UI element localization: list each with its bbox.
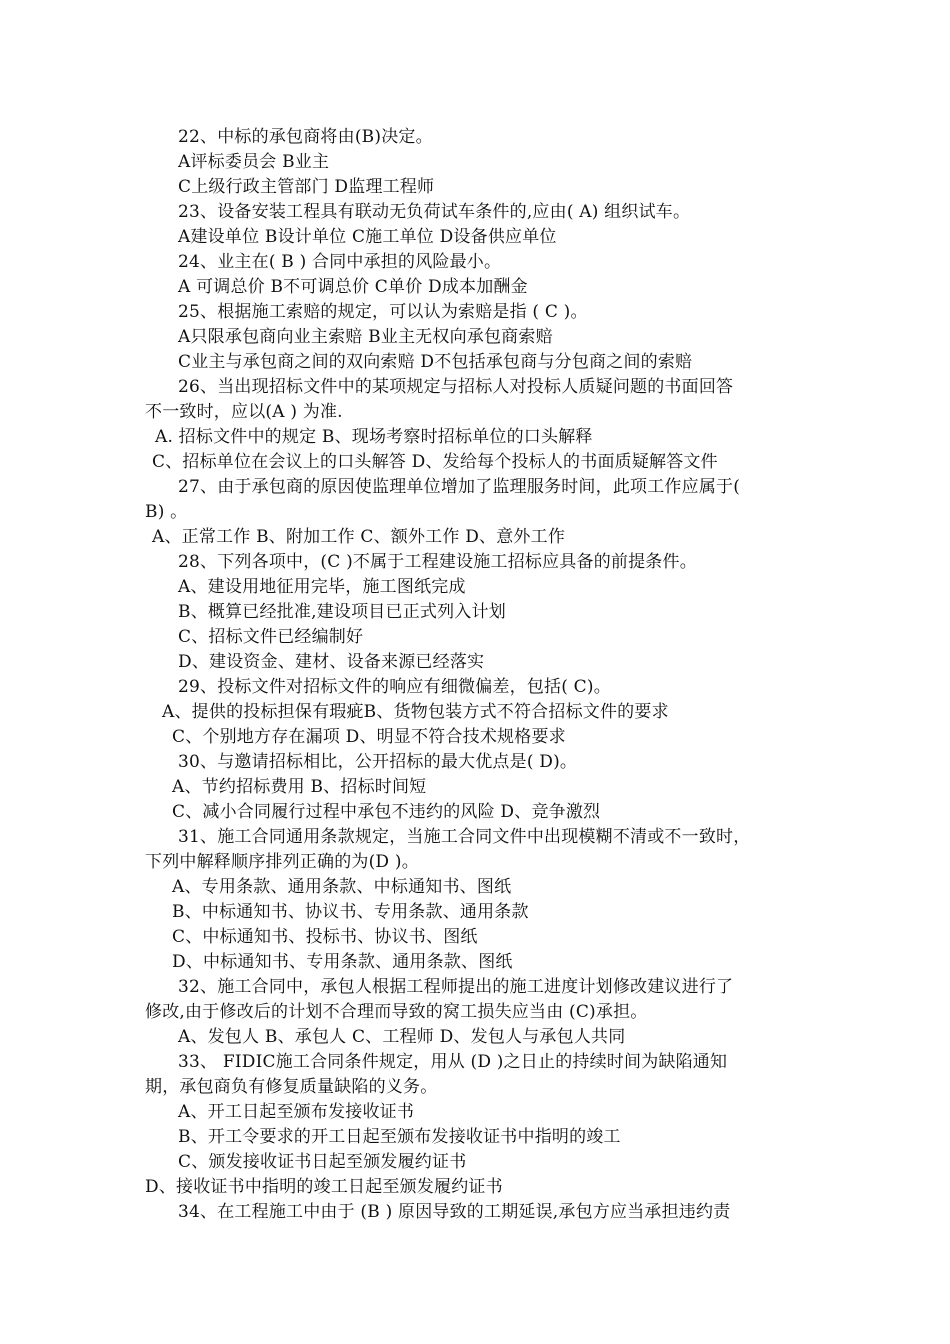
q31-question: 31、施工合同通用条款规定，当施工合同文件中出现模糊不清或不一致时，: [178, 827, 751, 847]
q32-question-cont: 修改,由于修改后的计划不合理而导致的窝工损失应当由 (C)承担。: [145, 1002, 648, 1022]
q33-question-cont: 期，承包商负有修复质量缺陷的义务。: [145, 1077, 438, 1097]
q30-options-ab: A、节约招标费用 B、招标时间短: [172, 777, 427, 797]
q33-option-d: D、接收证书中指明的竣工日起至颁发履约证书: [145, 1177, 503, 1197]
q23-question: 23、设备安装工程具有联动无负荷试车条件的,应由( A) 组织试车。: [178, 202, 691, 222]
q26-question-cont: 不一致时，应以(A ) 为准.: [145, 402, 343, 422]
q26-options-ab: A. 招标文件中的规定 B、现场考察时招标单位的口头解释: [155, 427, 593, 447]
q31-option-b: B、中标通知书、协议书、专用条款、通用条款: [172, 902, 529, 922]
q25-options-cd: C业主与承包商之间的双向索赔 D不包括承包商与分包商之间的索赔: [178, 352, 693, 372]
q29-question: 29、投标文件对招标文件的响应有细微偏差，包括( C)。: [178, 677, 611, 697]
q22-question: 22、中标的承包商将由(B)决定。: [178, 127, 433, 147]
q34-question: 34、在工程施工中由于 (B ) 原因导致的工期延误,承包方应当承担违约责: [178, 1202, 731, 1222]
q32-options: A、发包人 B、承包人 C、工程师 D、发包人与承包人共同: [178, 1027, 626, 1047]
q28-option-b: B、概算已经批准,建设项目已正式列入计划: [178, 602, 506, 622]
q27-options: A、正常工作 B、附加工作 C、额外工作 D、意外工作: [152, 527, 566, 547]
q30-question: 30、与邀请招标相比，公开招标的最大优点是( D)。: [178, 752, 578, 772]
q27-question-cont: B) 。: [145, 502, 188, 522]
q28-question: 28、下列各项中，(C )不属于工程建设施工招标应具备的前提条件。: [178, 552, 697, 572]
q23-options: A建设单位 B设计单位 C施工单位 D设备供应单位: [178, 227, 557, 247]
q29-options-ab: A、提供的投标担保有瑕疵B、货物包装方式不符合招标文件的要求: [162, 702, 669, 722]
q31-option-d: D、中标通知书、专用条款、通用条款、图纸: [172, 952, 513, 972]
q29-options-cd: C、个别地方存在漏项 D、明显不符合技术规格要求: [172, 727, 566, 747]
q26-question: 26、当出现招标文件中的某项规定与招标人对投标人质疑问题的书面回答: [178, 377, 734, 397]
q33-option-c: C、颁发接收证书日起至颁发履约证书: [178, 1152, 467, 1172]
q30-options-cd: C、减小合同履行过程中承包不违约的风险 D、竞争激烈: [172, 802, 601, 822]
q31-question-cont: 下列中解释顺序排列正确的为(D )。: [145, 852, 419, 872]
q28-option-d: D、建设资金、建材、设备来源已经落实: [178, 652, 485, 672]
q28-option-c: C、招标文件已经编制好: [178, 627, 364, 647]
q22-options-cd: C上级行政主管部门 D监理工程师: [178, 177, 435, 197]
q27-question: 27、由于承包商的原因使监理单位增加了监理服务时间，此项工作应属于(: [178, 477, 741, 497]
q24-options: A 可调总价 B不可调总价 C单价 D成本加酬金: [178, 277, 528, 297]
q22-options-ab: A评标委员会 B业主: [178, 152, 330, 172]
q25-question: 25、根据施工索赔的规定，可以认为索赔是指 ( C )。: [178, 302, 588, 322]
q33-option-a: A、开工日起至颁布发接收证书: [178, 1102, 415, 1122]
q25-options-ab: A只限承包商向业主索赔 B业主无权向承包商索赔: [178, 327, 553, 347]
q32-question: 32、施工合同中，承包人根据工程师提出的施工进度计划修改建议进行了: [178, 977, 734, 997]
q31-option-c: C、中标通知书、投标书、协议书、图纸: [172, 927, 478, 947]
q33-option-b: B、开工令要求的开工日起至颁布发接收证书中指明的竣工: [178, 1127, 621, 1147]
q28-option-a: A、建设用地征用完毕，施工图纸完成: [178, 577, 466, 597]
q26-options-cd: C、招标单位在会议上的口头解答 D、发给每个投标人的书面质疑解答文件: [152, 452, 718, 472]
q33-question: 33、 FIDIC施工合同条件规定，用从 (D )之日止的持续时间为缺陷通知: [178, 1052, 728, 1072]
q31-option-a: A、专用条款、通用条款、中标通知书、图纸: [172, 877, 512, 897]
q24-question: 24、业主在( B ) 合同中承担的风险最小。: [178, 252, 502, 272]
